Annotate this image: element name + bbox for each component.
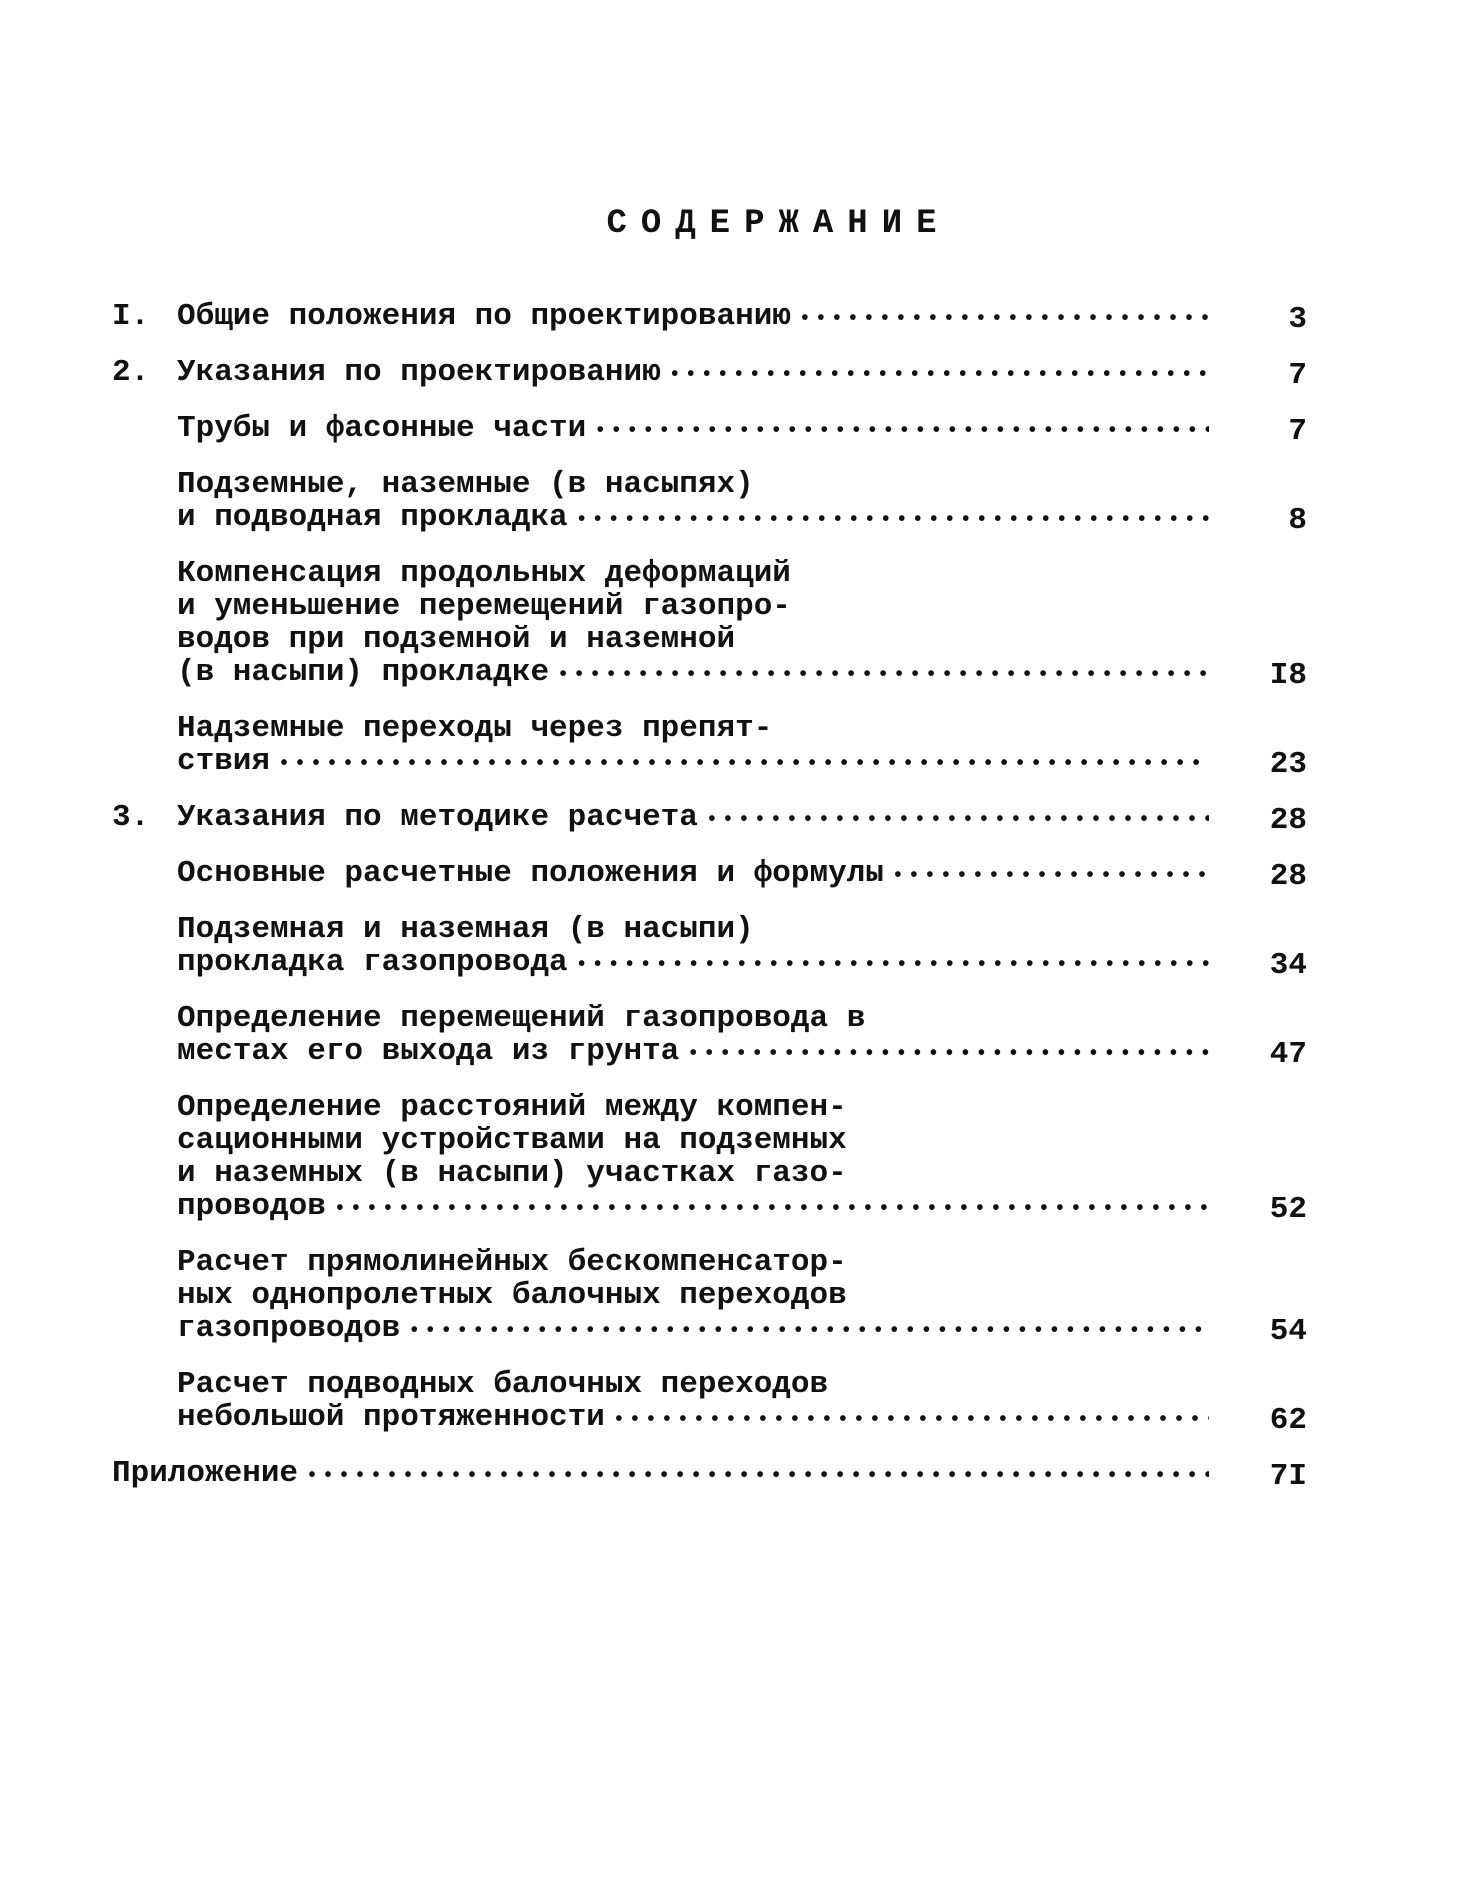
toc-entry-text-line: прокладка газопровода xyxy=(177,946,568,980)
toc-entry-text-line: Определение перемещений газопровода в xyxy=(177,1002,866,1035)
toc-entry-page-number: 7 xyxy=(1288,414,1307,449)
dot-leader xyxy=(334,1190,1209,1226)
toc-entry-text-line: ствия xyxy=(177,745,271,779)
toc-entry-text-line: газопроводов xyxy=(177,1312,401,1346)
toc-entry-last-line xyxy=(177,501,1217,537)
toc-entry-text-line: (в насыпи) прокладке xyxy=(177,656,550,690)
toc-entry-text-line: Расчет прямолинейных бескомпенсатор- xyxy=(177,1246,847,1279)
toc-entry-page-number: 7 xyxy=(1288,358,1307,393)
toc-entry xyxy=(112,468,1307,537)
toc-entry-number: 2. xyxy=(112,355,150,390)
toc-entry-text-line: Надземные переходы через препят- xyxy=(177,712,773,745)
toc-entry-last-line xyxy=(177,801,1217,837)
toc-entry-text-line: и наземных (в насыпи) участках газо- xyxy=(177,1157,847,1190)
toc-entry xyxy=(112,1002,1307,1071)
toc-entry-text-line: и подводная прокладка xyxy=(177,501,568,535)
toc-entry-text-line: Расчет подводных балочных переходов xyxy=(177,1368,829,1401)
toc-entry-last-line xyxy=(177,1190,1217,1226)
toc-entry-last-line xyxy=(177,745,1217,781)
toc-entry xyxy=(112,1457,1307,1493)
toc-entry-page-number: 34 xyxy=(1269,948,1307,983)
toc-entry xyxy=(112,857,1307,893)
toc-entry-last-line xyxy=(177,1035,1217,1071)
toc-entry-number: 3. xyxy=(112,800,150,835)
dot-leader xyxy=(557,656,1209,692)
dot-leader xyxy=(278,745,1209,781)
toc-entry-text-line: местах его выхода из грунта xyxy=(177,1035,680,1069)
toc-entry-page-number: 3 xyxy=(1288,302,1307,337)
toc-entry-last-line xyxy=(177,1401,1217,1437)
dot-leader xyxy=(892,857,1209,893)
dot-leader xyxy=(576,501,1209,537)
dot-leader xyxy=(594,412,1209,448)
dot-leader xyxy=(306,1457,1209,1493)
toc-entry-last-line xyxy=(177,1312,1217,1348)
toc-entry xyxy=(112,412,1307,448)
toc-entry xyxy=(112,801,1307,837)
toc-entry-text-line: Приложение xyxy=(112,1457,299,1491)
page-title: СОДЕРЖАНИЕ xyxy=(606,205,951,243)
toc-entry-page-number: 28 xyxy=(1269,803,1307,838)
dot-leader xyxy=(706,801,1209,837)
toc-entry xyxy=(112,913,1307,982)
toc-entry-number: I. xyxy=(112,299,150,334)
dot-leader xyxy=(613,1401,1209,1437)
toc-entry-last-line xyxy=(177,300,1217,336)
toc-entry xyxy=(112,1091,1307,1226)
toc-entry-page-number: 52 xyxy=(1269,1192,1307,1227)
toc-entry-last-line xyxy=(177,656,1217,692)
toc-entry xyxy=(112,712,1307,781)
toc-entry xyxy=(112,356,1307,392)
toc-entry-page-number: 23 xyxy=(1269,747,1307,782)
toc-entry-page-number: 7I xyxy=(1269,1459,1307,1494)
toc-entry-text-line: небольшой протяженности xyxy=(177,1401,605,1435)
toc-entry-last-line xyxy=(177,857,1217,893)
toc-entry xyxy=(112,1246,1307,1348)
dot-leader xyxy=(576,946,1209,982)
toc-entry-last-line xyxy=(112,1457,1217,1493)
toc-entry-text-line: Общие положения по проектированию xyxy=(177,300,791,334)
toc-entry xyxy=(112,300,1307,336)
toc-entry-text-line: Основные расчетные положения и формулы xyxy=(177,857,884,891)
toc-entry-last-line xyxy=(177,946,1217,982)
toc-entry-page-number: 54 xyxy=(1269,1314,1307,1349)
toc-entry xyxy=(112,557,1307,692)
toc-entry-text-line: сационными устройствами на подземных xyxy=(177,1124,847,1157)
toc-entry-text-line: и уменьшение перемещений газопро- xyxy=(177,590,791,623)
toc-entry-page-number: 62 xyxy=(1269,1403,1307,1438)
toc-entry xyxy=(112,1368,1307,1437)
toc-entry-page-number: 47 xyxy=(1269,1037,1307,1072)
toc-entry-text-line: Трубы и фасонные части xyxy=(177,412,587,446)
dot-leader xyxy=(408,1312,1209,1348)
toc-entry-last-line xyxy=(177,412,1217,448)
toc-entry-text-line: Указания по проектированию xyxy=(177,356,661,390)
toc-entry-text-line: Подземные, наземные (в насыпях) xyxy=(177,468,754,501)
dot-leader xyxy=(669,356,1209,392)
table-of-contents xyxy=(112,300,1307,1513)
toc-entry-text-line: Компенсация продольных деформаций xyxy=(177,557,791,590)
toc-entry-text-line: Подземная и наземная (в насыпи) xyxy=(177,913,754,946)
toc-entry-text-line: проводов xyxy=(177,1190,326,1224)
toc-entry-page-number: I8 xyxy=(1269,658,1307,693)
toc-entry-text-line: Определение расстояний между компен- xyxy=(177,1091,847,1124)
toc-entry-page-number: 28 xyxy=(1269,859,1307,894)
toc-entry-page-number: 8 xyxy=(1288,503,1307,538)
toc-entry-text-line: водов при подземной и наземной xyxy=(177,623,736,656)
dot-leader xyxy=(799,300,1209,336)
toc-entry-text-line: Указания по методике расчета xyxy=(177,801,698,835)
dot-leader xyxy=(687,1035,1209,1071)
toc-entry-text-line: ных однопролетных балочных переходов xyxy=(177,1279,847,1312)
toc-entry-last-line xyxy=(177,356,1217,392)
